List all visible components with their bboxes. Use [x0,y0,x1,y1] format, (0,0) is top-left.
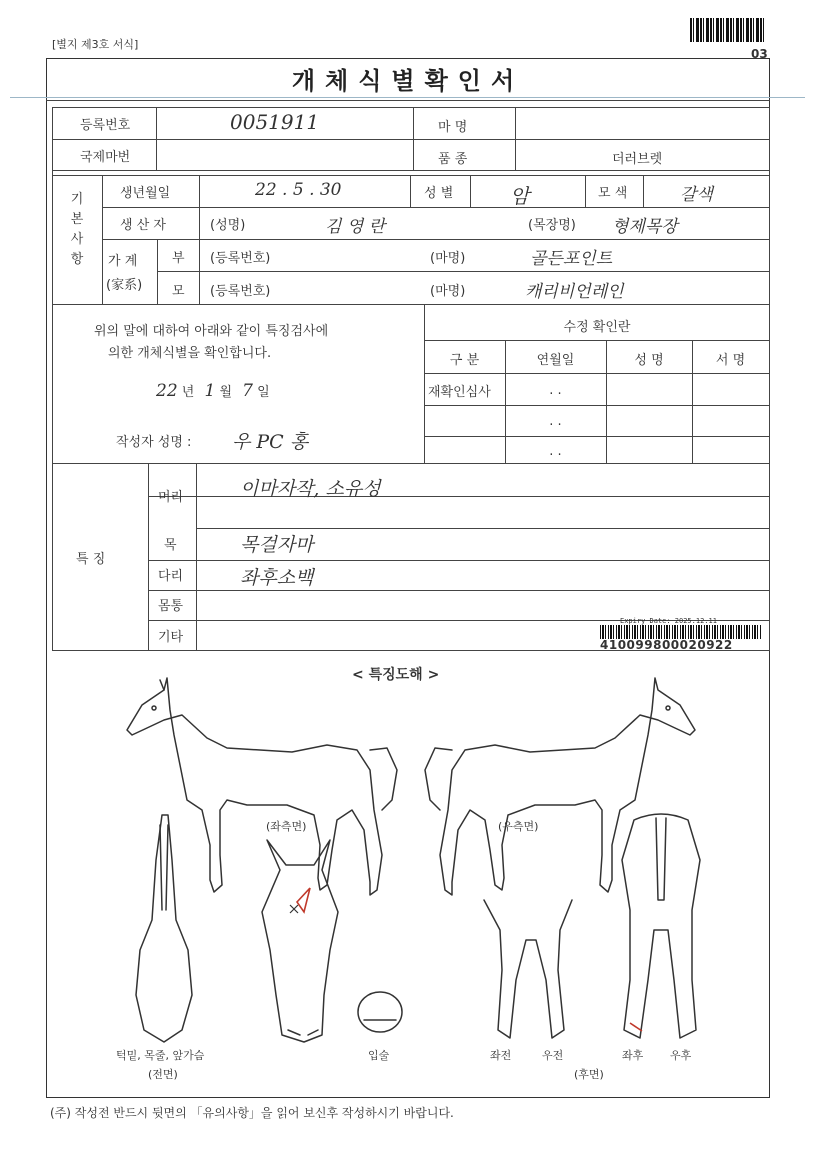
horse-diagram [52,650,770,1095]
date-year: 22 [156,381,178,401]
recheck-date-3: . . [549,444,562,459]
page-number: 03 [751,47,768,61]
diagram-title: < 특징도해 > [352,667,440,683]
producer-name-value: 김 영 란 [325,217,386,237]
horse-muzzle [358,992,402,1032]
reg-no-label: 등록번호 [80,118,131,133]
horse-name-label: 마 명 [438,120,468,135]
farm-tag: (목장명) [528,218,576,233]
front-view-caption: (전면) [148,1068,178,1081]
recheck-date-1: . . [549,383,562,398]
scan-line [10,97,805,98]
reg-no-value: 0051911 [230,110,320,134]
form-label: [별지 제3호 서식] [52,38,139,51]
date-month: 1 [204,381,216,401]
horse-front-legs [484,900,572,1038]
date-month-label: 월 [219,385,233,400]
lineage-label-hanja: (家系) [106,278,143,293]
statement-line-2: 의한 개체식별을 확인합니다. [108,346,272,361]
producer-name-tag: (성명) [210,218,246,233]
author-label: 작성자 성명 : [116,435,192,450]
front-caption: 턱밑, 목줄, 앞가슴 [116,1049,205,1062]
legs-label: 다리 [158,569,184,584]
author-value: 우 PC 홍 [232,431,309,453]
birth-label: 생년월일 [120,186,171,201]
sire-name-tag: (마명) [430,251,466,266]
left-side-caption: (좌측면) [266,820,307,833]
other-label: 기타 [158,630,184,645]
breed-value: 더러브렛 [612,152,663,167]
intl-name-label: 국제마번 [80,150,131,165]
horse-front-chest [136,815,192,1042]
sock-marking [630,1023,642,1031]
col-type: 구 분 [449,353,480,368]
neck-label: 목 [164,538,177,553]
rf-caption: 우전 [542,1049,564,1062]
horse-head-front [262,840,338,1042]
right-side-caption: (우측면) [498,820,539,833]
farm-value: 형제목장 [612,217,678,237]
confirm-date [156,381,270,401]
sire-reg-tag: (등록번호) [210,251,271,266]
id-barcode [600,625,762,639]
breed-label: 품 종 [438,152,468,167]
dam-label: 모 [172,284,185,299]
footnote: (주) 작성전 반드시 뒷면의 「유의사항」을 읽어 보신후 작성하시기 바랍니다. [50,1106,454,1120]
lh-caption: 좌후 [622,1049,644,1062]
color-value: 갈색 [680,185,713,205]
neck-value: 목걸자마 [240,534,314,556]
sex-value: 암 [510,184,530,208]
dam-reg-tag: (등록번호) [210,284,271,299]
producer-label: 생 산 자 [120,218,166,233]
dam-name-value: 캐리비언레인 [525,282,624,302]
recheck-label: 재확인심사 [428,385,491,400]
head-label: 머리 [158,490,184,505]
rear-view-caption: (후면) [574,1068,604,1081]
page-title: 개체식별확인서 [291,67,525,95]
rh-caption: 우후 [670,1049,692,1062]
sire-name-value: 골든포인트 [530,249,613,269]
lineage-label: 가 계 [108,254,138,269]
star-marking [297,888,310,912]
basic-section-label: 기본사항 [70,192,84,267]
legs-value: 좌후소백 [240,567,314,589]
col-sign: 서 명 [715,353,746,368]
body-label: 몸통 [158,599,184,614]
expiry-text: Expiry Date: 2025.12.11 [620,617,717,625]
col-date: 연월일 [536,353,575,368]
correction-title: 수정 확인란 [563,320,631,335]
date-year-label: 년 [181,385,195,400]
date-day-label: 일 [257,385,270,400]
sex-label: 성 별 [424,186,454,201]
dam-name-tag: (마명) [430,284,466,299]
barcode-number: 410099800020922 [600,638,733,652]
horse-right-side [425,678,695,895]
birth-value: 22 . 5 . 30 [255,180,342,200]
head-value: 이마자작, 소유성 [240,478,381,500]
horse-rear-view [622,814,700,1038]
color-label: 모 색 [598,186,628,201]
muzzle-caption: 입술 [368,1049,390,1062]
date-day: 7 [242,381,253,401]
features-section-label: 특 징 [76,552,106,567]
recheck-date-2: . . [549,414,562,429]
top-barcode [690,18,764,42]
lf-caption: 좌전 [490,1049,512,1062]
sire-label: 부 [172,251,185,266]
col-name: 성 명 [634,353,664,368]
statement-line-1: 위의 말에 대하여 아래와 같이 특징검사에 [94,324,329,339]
